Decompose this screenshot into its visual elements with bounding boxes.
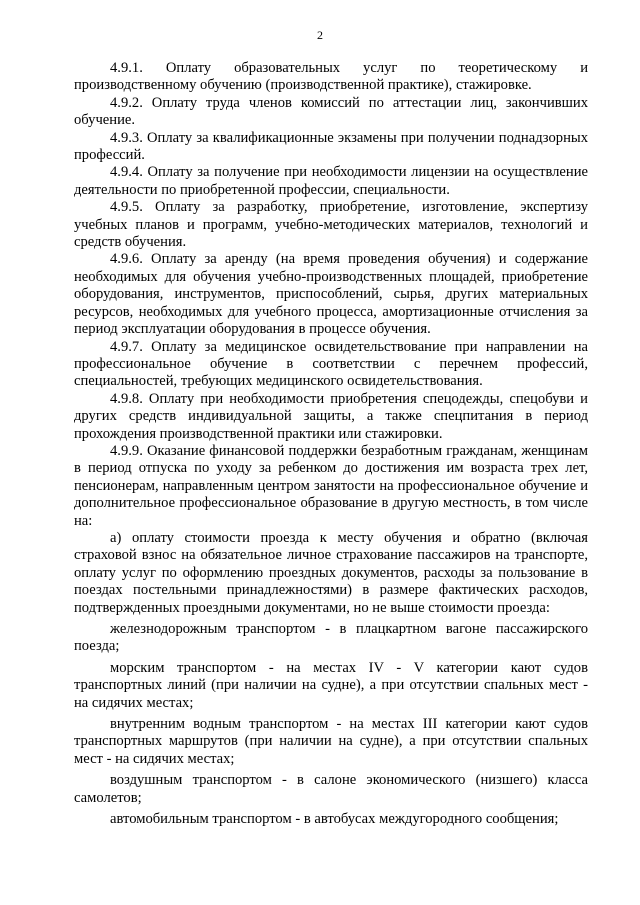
paragraph-4-9-1: 4.9.1. Оплату образовательных услуг по теоретическому и производственному обучению (производственной практике), стажировке. — [74, 60, 588, 94]
transport-item-sea: морским транспортом - на местах IV - V категории кают судов транспортных линий (при наличии на судне), а при отсутствии спальных мест - на сидячих местах; — [74, 659, 588, 711]
paragraph-4-9-8: 4.9.8. Оплату при необходимости приобретения спецодежды, спецобуви и других средств индивидуальной защиты, а также спецпитания в период прохождения производственной практики или стажировки. — [74, 390, 588, 442]
transport-item-air: воздушным транспортом - в салоне экономического (низшего) класса самолетов; — [74, 772, 588, 806]
paragraph-4-9-6: 4.9.6. Оплату за аренду (на время проведения обучения) и содержание необходимых для обучения учебно-производственных площадей, приобретение оборудования, инструментов, приспособлений, сырья, других материальных ресурсов, необходимых для учебного процесса, амортизационные отчисления за период эксплуатации оборудования в процессе обучения. — [74, 251, 588, 338]
paragraph-subitem-a: а) оплату стоимости проезда к месту обучения и обратно (включая страховой взнос на обязательное личное страхование пассажиров на транспорте, оплату услуг по оформлению проездных документов, расходы за пользование в поездах постельными принадлежностями) в размере фактических расходов, подтвержденных проездными документами, но не выше стоимости проезда: — [74, 529, 588, 616]
document-body — [74, 60, 588, 828]
paragraph-4-9-4: 4.9.4. Оплату за получение при необходимости лицензии на осуществление деятельности по приобретенной профессии, специальности. — [74, 164, 588, 198]
transport-item-bus: автомобильным транспортом - в автобусах междугородного сообщения; — [110, 811, 559, 828]
page-number: 2 — [317, 28, 323, 42]
paragraph-4-9-9: 4.9.9. Оказание финансовой поддержки безработным гражданам, женщинам в период отпуска по уходу за ребенком до достижения им возраста трех лет, пенсионерам, направленным центром занятости на профессиональное обучение и дополнительное профессиональное образование в другую местность, в том числе на: — [74, 442, 588, 529]
transport-item-railway: железнодорожным транспортом - в плацкартном вагоне пассажирского поезда; — [74, 621, 588, 655]
paragraph-4-9-3: 4.9.3. Оплату за квалификационные экзамены при получении поднадзорных профессий. — [74, 129, 588, 164]
paragraph-4-9-2: 4.9.2. Оплату труда членов комиссий по аттестации лиц, закончивших обучение. — [74, 94, 588, 129]
paragraph-4-9-5: 4.9.5. Оплату за разработку, приобретение, изготовление, экспертизу учебных планов и программ, учебно-методических материалов, технологий и средств обучения. — [74, 199, 588, 251]
transport-item-inland-water: внутренним водным транспортом - на местах III категории кают судов транспортных маршрутов (при наличии на судне), а при отсутствии спальных мест - на сидячих местах; — [74, 716, 588, 767]
paragraph-4-9-7: 4.9.7. Оплату за медицинское освидетельствование при направлении на профессиональное обучение в соответствии с перечнем профессий, специальностей, требующих медицинского освидетельствования. — [74, 338, 588, 390]
